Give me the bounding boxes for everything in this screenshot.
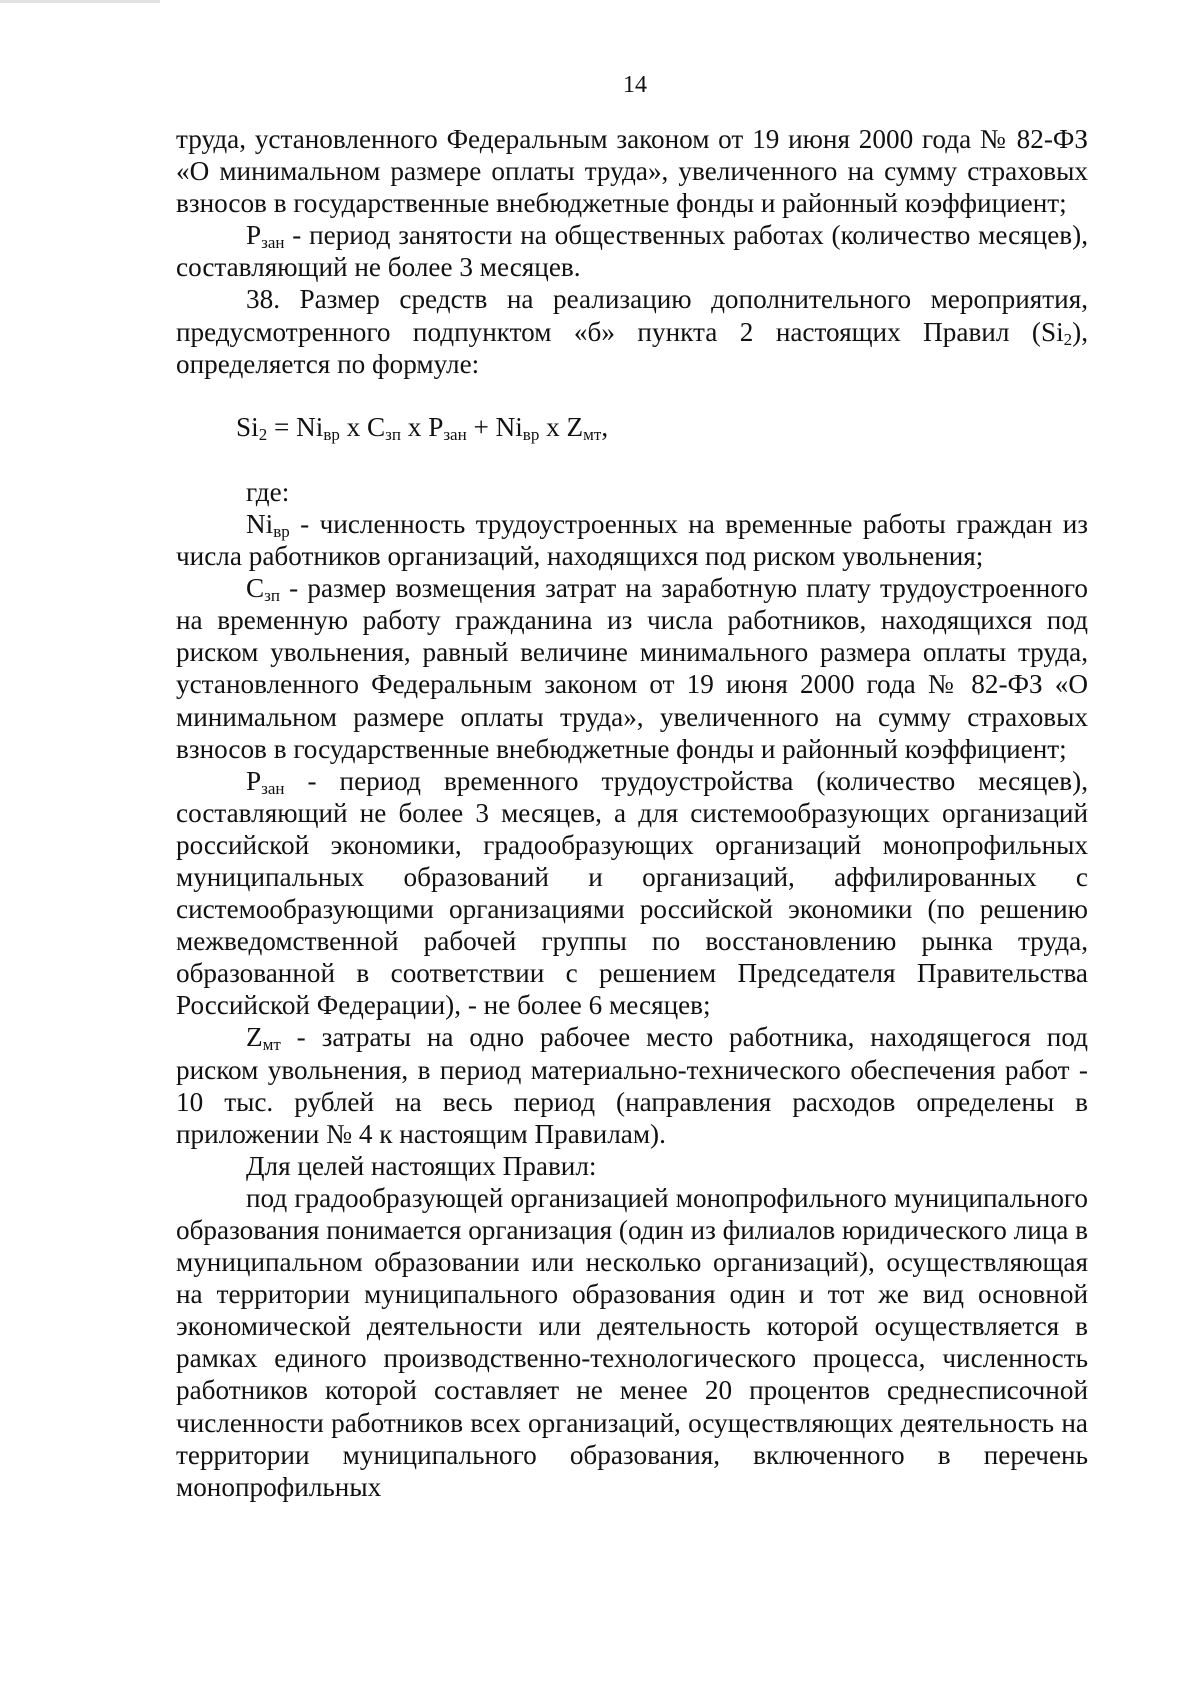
- symbol-subscript: 2: [1063, 329, 1073, 349]
- formula-subscript: вр: [522, 424, 540, 444]
- symbol: Ni: [246, 508, 274, 539]
- paragraph-38-text-end: ), определяется по формуле:: [176, 316, 1088, 379]
- paragraph-p-zan-definition-2: [176, 765, 1088, 1022]
- page-number: 14: [623, 72, 647, 98]
- formula-subscript: мт: [583, 424, 602, 444]
- paragraph-ni-vr-definition: [176, 508, 1088, 572]
- document-body: [176, 123, 1088, 1503]
- formula-term: x Z: [539, 411, 584, 442]
- definition-text: - размер возмещения затрат на заработную плату трудоустроенного на временную работу гражданина из числа работников, находящихся под риском увольнения, равный величине минимального размера оплаты труда, установленного Федеральным законом от 19 июня 2000 года № 82-ФЗ «О минимальном размере оплаты труда», увеличенного на сумму страховых взносов в государственные внебюджетные фонды и районный коэффициент;: [176, 573, 1088, 764]
- formula-subscript: 2: [258, 424, 268, 444]
- scan-edge: [0, 0, 1200, 3]
- where-label: где:: [246, 476, 290, 507]
- formula-term: = Ni: [267, 411, 324, 442]
- paragraph-purposes: Для целей настоящих Правил:: [246, 1150, 597, 1181]
- paragraph-continuation: труда, установленного Федеральным законом от 19 июня 2000 года № 82-ФЗ «О минимальном размере оплаты труда», увеличенного на сумму страховых взносов в государственные внебюджетные фонды и районный коэффициент;: [176, 124, 1088, 219]
- definition-text: - затраты на одно рабочее место работника, находящегося под риском увольнения, в период материально-технического обеспечения работ - 10 тыс. рублей на весь период (направления расходов определены в приложении № 4 к настоящим Правилам).: [176, 1022, 1088, 1149]
- definition-text: - период временного трудоустройства (количество месяцев), составляющий не более 3 месяцев, а для системообразующих организаций российской экономики, градообразующих организаций монопрофильных муниципальных образований и организаций, аффилированных с системообразующими организациями российской экономики (по решению межведомственной рабочей группы по восстановлению рынка труда, образованной в соответствии с решением Председателя Правительства Российской Федерации), - не более 6 месяцев;: [176, 765, 1088, 1021]
- formula-term: Si: [236, 411, 259, 442]
- symbol: P: [246, 220, 262, 251]
- formula-subscript: зан: [443, 424, 467, 444]
- symbol-subscript: мт: [262, 1035, 281, 1055]
- symbol-subscript: зан: [261, 778, 285, 798]
- definition-text: - период занятости на общественных работах (количество месяцев), составляющий не более 3 месяцев.: [176, 220, 1088, 283]
- formula-subscript: зп: [385, 424, 401, 444]
- paragraph-company-town-definition: под градообразующей организацией монопрофильного муниципального образования понимается организация (один из филиалов юридического лица в муниципальном образовании или несколько организаций), осуществляющая на территории муниципального образования один и тот же вид основной экономической деятельности или деятельность которой осуществляется в рамках единого производственно-технологического процесса, численность работников которой составляет не менее 20 процентов среднесписочной численности работников всех организаций, осуществляющих деятельность на территории муниципального образования, включенного в перечень монопрофильных: [176, 1182, 1088, 1502]
- formula: [176, 411, 1088, 443]
- paragraph-38: [176, 283, 1088, 379]
- symbol-subscript: зп: [264, 586, 280, 606]
- symbol: P: [246, 765, 262, 796]
- paragraph-p-zan-definition: [176, 219, 1088, 283]
- symbol: C: [246, 573, 265, 604]
- paragraph-c-zp-definition: [176, 572, 1088, 765]
- paragraph-z-mt-definition: [176, 1021, 1088, 1149]
- formula-term: + Ni: [466, 411, 523, 442]
- symbol-subscript: вр: [273, 521, 290, 541]
- formula-term: ,: [601, 411, 609, 442]
- formula-term: x P: [401, 411, 444, 442]
- symbol: Z: [246, 1022, 263, 1053]
- formula-subscript: вр: [323, 424, 340, 444]
- paragraph-38-text: 38. Размер средств на реализацию дополнительного мероприятия, предусмотренного подпунктом «б» пункта 2 настоящих Правил (Si: [176, 284, 1088, 347]
- symbol-subscript: зан: [261, 233, 285, 253]
- formula-term: x C: [339, 411, 386, 442]
- definition-text: - численность трудоустроенных на временные работы граждан из числа работников организаций, находящихся под риском увольнения;: [176, 508, 1088, 572]
